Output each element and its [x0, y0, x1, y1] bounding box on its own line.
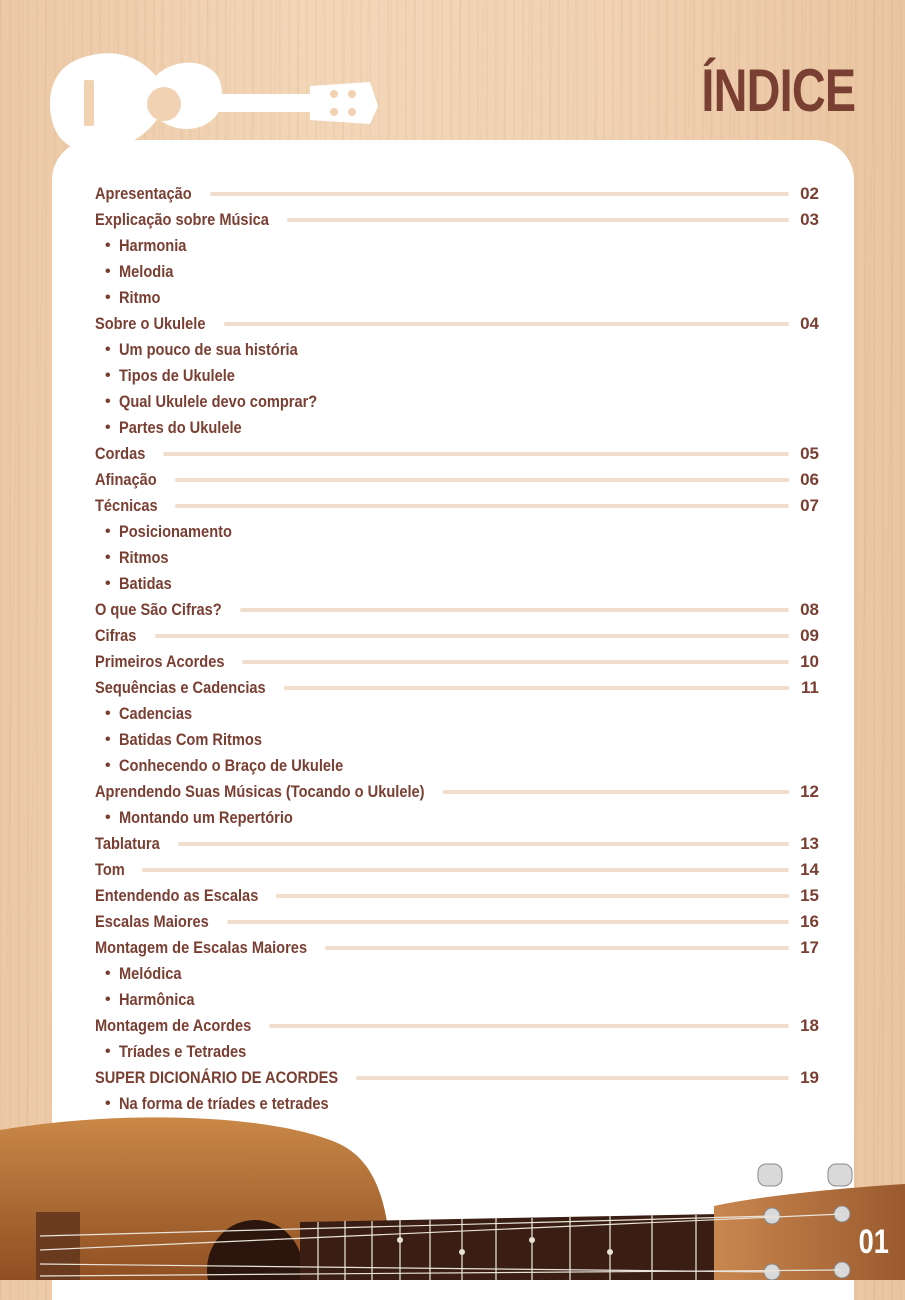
toc-item: [95, 623, 819, 649]
toc-subitem: [95, 363, 819, 389]
toc-item: [95, 1065, 819, 1091]
bullet-icon: •: [105, 705, 111, 722]
bullet-icon: •: [105, 991, 111, 1008]
toc-subitem: [95, 545, 819, 571]
toc-item: [95, 857, 819, 883]
page-number: 01: [858, 1223, 889, 1261]
toc-leader-line: [287, 218, 789, 222]
toc-item-label: O que São Cifras?: [95, 600, 222, 619]
toc-item: [95, 467, 819, 493]
toc-subitem: [95, 415, 819, 441]
toc-leader-line: [155, 634, 789, 638]
toc-subitem: [95, 337, 819, 363]
toc-item: [95, 441, 819, 467]
toc-page-number: 19: [800, 1068, 819, 1087]
toc-item-label: Ritmos: [118, 548, 169, 567]
toc-subitem: [95, 519, 819, 545]
ukulele-photo-icon: [0, 1110, 905, 1280]
toc-page-number: 07: [800, 496, 819, 515]
toc-subitem: [95, 389, 819, 415]
toc-page-number: 06: [800, 470, 819, 489]
bullet-icon: •: [105, 1095, 111, 1112]
toc-page-number: 16: [800, 912, 819, 931]
toc-item-label: Entendendo as Escalas: [95, 886, 259, 905]
toc-page-number: 15: [800, 886, 819, 905]
toc-subitem: [95, 259, 819, 285]
bullet-icon: •: [105, 523, 111, 540]
toc-item-label: Harmonia: [118, 236, 187, 255]
toc-page-number: 18: [800, 1016, 819, 1035]
toc-page-number: 12: [800, 782, 819, 801]
toc-item-label: Explicação sobre Música: [95, 210, 269, 229]
toc-item-label: Qual Ukulele devo comprar?: [118, 392, 317, 411]
toc-page-number: 14: [800, 860, 819, 879]
toc-item: [95, 597, 819, 623]
toc-item: [95, 1013, 819, 1039]
toc-item: [95, 649, 819, 675]
toc-item: [95, 311, 819, 337]
toc-leader-line: [178, 842, 789, 846]
toc-item-label: Tríades e Tetrades: [118, 1042, 246, 1061]
toc-subitem: [95, 233, 819, 259]
toc-page-number: 08: [800, 600, 819, 619]
toc-subitem: [95, 1039, 819, 1065]
toc-leader-line: [175, 504, 789, 508]
toc-item-label: Melodia: [118, 262, 174, 281]
toc-subitem: [95, 571, 819, 597]
toc-item-label: Tipos de Ukulele: [118, 366, 235, 385]
toc-leader-line: [325, 946, 789, 950]
toc-item-label: Um pouco de sua história: [118, 340, 298, 359]
toc-item-label: Montagem de Escalas Maiores: [95, 938, 308, 957]
toc-item-label: SUPER DICIONÁRIO DE ACORDES: [95, 1068, 339, 1087]
toc-item-label: Melódica: [118, 964, 182, 983]
toc-leader-line: [175, 478, 789, 482]
toc-subitem: [95, 727, 819, 753]
toc-item-label: Cordas: [95, 444, 146, 463]
toc-item-label: Cifras: [95, 626, 137, 645]
bullet-icon: •: [105, 965, 111, 982]
toc-page-number: 10: [800, 652, 819, 671]
toc-item-label: Escalas Maiores: [95, 912, 209, 931]
toc-page-number: 09: [800, 626, 819, 645]
toc-item-label: Tablatura: [95, 834, 160, 853]
toc-leader-line: [443, 790, 789, 794]
toc-page-number: 17: [800, 938, 819, 957]
toc-item-label: Batidas: [118, 574, 172, 593]
toc-item-label: Apresentação: [95, 184, 192, 203]
toc-item-label: Conhecendo o Braço de Ukulele: [118, 756, 343, 775]
toc-subitem: [95, 753, 819, 779]
toc-item-label: Sequências e Cadencias: [95, 678, 266, 697]
toc-item: [95, 779, 819, 805]
toc-subitem: [95, 701, 819, 727]
toc-item-label: Batidas Com Ritmos: [118, 730, 262, 749]
toc-item-label: Técnicas: [95, 496, 158, 515]
toc-page-number: 11: [801, 678, 819, 697]
toc-page-number: 02: [800, 184, 819, 203]
toc-leader-line: [224, 322, 789, 326]
toc-leader-line: [227, 920, 789, 924]
toc-item: [95, 831, 819, 857]
bullet-icon: •: [105, 341, 111, 358]
bullet-icon: •: [105, 419, 111, 436]
toc-page-number: 05: [800, 444, 819, 463]
toc-item-label: Harmônica: [118, 990, 195, 1009]
toc-leader-line: [163, 452, 789, 456]
toc-leader-line: [284, 686, 789, 690]
bullet-icon: •: [105, 809, 111, 826]
page-title: ÍNDICE: [701, 57, 855, 124]
bullet-icon: •: [105, 731, 111, 748]
toc-item: [95, 181, 819, 207]
toc-item: [95, 675, 819, 701]
bullet-icon: •: [105, 575, 111, 592]
toc-page-number: 03: [800, 210, 819, 229]
bullet-icon: •: [105, 289, 111, 306]
toc-leader-line: [240, 608, 789, 612]
toc-item-label: Ritmo: [118, 288, 161, 307]
toc-subitem: [95, 987, 819, 1013]
table-of-contents: [95, 181, 819, 1117]
toc-subitem: [95, 805, 819, 831]
bullet-icon: •: [105, 263, 111, 280]
toc-leader-line: [210, 192, 789, 196]
bullet-icon: •: [105, 393, 111, 410]
toc-leader-line: [142, 868, 789, 872]
toc-item-label: Na forma de tríades e tetrades: [118, 1094, 329, 1113]
toc-subitem: [95, 285, 819, 311]
toc-item-label: Montando um Repertório: [118, 808, 293, 827]
toc-item-label: Aprendendo Suas Músicas (Tocando o Ukulele): [95, 782, 425, 801]
bullet-icon: •: [105, 367, 111, 384]
toc-item: [95, 493, 819, 519]
bullet-icon: •: [105, 757, 111, 774]
toc-item-label: Tom: [95, 860, 125, 879]
toc-item-label: Sobre o Ukulele: [95, 314, 206, 333]
toc-page-number: 13: [800, 834, 819, 853]
toc-page-number: 04: [800, 314, 819, 333]
toc-item-label: Afinação: [95, 470, 157, 489]
toc-item: [95, 883, 819, 909]
toc-item-label: Montagem de Acordes: [95, 1016, 252, 1035]
toc-item: [95, 935, 819, 961]
bullet-icon: •: [105, 549, 111, 566]
toc-item-label: Cadencias: [118, 704, 192, 723]
toc-item-label: Posicionamento: [118, 522, 232, 541]
toc-leader-line: [356, 1076, 789, 1080]
bullet-icon: •: [105, 237, 111, 254]
toc-subitem: [95, 961, 819, 987]
toc-item-label: Primeiros Acordes: [95, 652, 225, 671]
toc-item: [95, 207, 819, 233]
toc-item-label: Partes do Ukulele: [118, 418, 242, 437]
toc-leader-line: [269, 1024, 789, 1028]
bullet-icon: •: [105, 1043, 111, 1060]
toc-leader-line: [242, 660, 789, 664]
toc-item: [95, 909, 819, 935]
toc-leader-line: [276, 894, 789, 898]
